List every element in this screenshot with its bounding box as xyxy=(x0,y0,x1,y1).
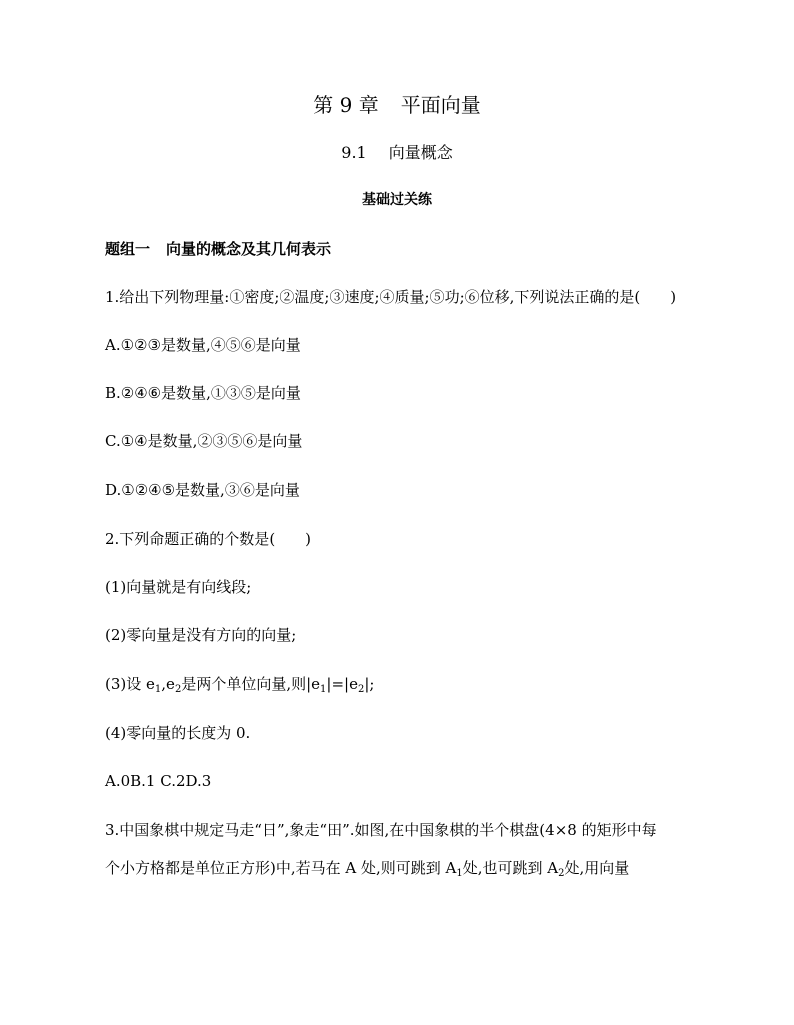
chapter-heading xyxy=(0,92,794,118)
section-heading xyxy=(0,143,794,163)
question-1-stem: 1.给出下列物理量:①密度;②温度;③速度;④质量;⑤功;⑥位移,下列说法正确的是( ) xyxy=(105,288,677,306)
subscript: 1 xyxy=(320,684,327,695)
subheading: 基础过关练 xyxy=(362,192,432,208)
subscript: 1 xyxy=(154,684,162,695)
question-2-item-3 xyxy=(105,674,374,694)
subscript: 2 xyxy=(558,868,565,879)
question-1-option-b: B.②④⑥是数量,①③⑤是向量 xyxy=(105,384,301,402)
question-2-item-4: (4)零向量的长度为 0. xyxy=(105,724,251,742)
question-2-item-1: (1)向量就是有向线段; xyxy=(105,578,252,596)
subscript: 2 xyxy=(357,684,365,695)
question-group-heading xyxy=(105,239,331,259)
text-run: 是两个单位向量,则|e xyxy=(181,675,321,693)
text-run: (3)设 e xyxy=(105,675,155,693)
chapter-number: 第 9 章 xyxy=(313,93,379,117)
group-title: 向量的概念及其几何表示 xyxy=(166,240,332,258)
subscript: 2 xyxy=(174,684,182,695)
question-2-item-2: (2)零向量是没有方向的向量; xyxy=(105,626,297,644)
question-1-option-d: D.①②④⑤是数量,③⑥是向量 xyxy=(105,481,300,499)
question-3-line-2 xyxy=(105,858,629,878)
chapter-title: 平面向量 xyxy=(400,93,481,117)
subscript: 1 xyxy=(456,868,463,879)
question-2-options: A.0B.1 C.2D.3 xyxy=(105,772,212,790)
question-2-stem: 2.下列命题正确的个数是( ) xyxy=(105,530,312,548)
text-run: 处,也可跳到 A xyxy=(462,859,559,877)
text-run: ,e xyxy=(161,675,175,693)
text-run: 处,用向量 xyxy=(564,859,630,877)
text-run: 个小方格都是单位正方形)中,若马在 A 处,则可跳到 A xyxy=(105,859,457,877)
question-1-option-a: A.①②③是数量,④⑤⑥是向量 xyxy=(105,336,301,354)
question-1-option-c: C.①④是数量,②③⑤⑥是向量 xyxy=(105,432,303,450)
section-number: 9.1 xyxy=(341,143,367,162)
text-run: |; xyxy=(364,675,375,693)
question-3-line-1: 3.中国象棋中规定马走“日”,象走“田”.如图,在中国象棋的半个棋盘(4×8 的矩形中每 xyxy=(105,821,657,839)
group-label: 题组一 xyxy=(105,240,151,258)
text-run: |=|e xyxy=(326,675,358,693)
section-title: 向量概念 xyxy=(388,143,453,162)
